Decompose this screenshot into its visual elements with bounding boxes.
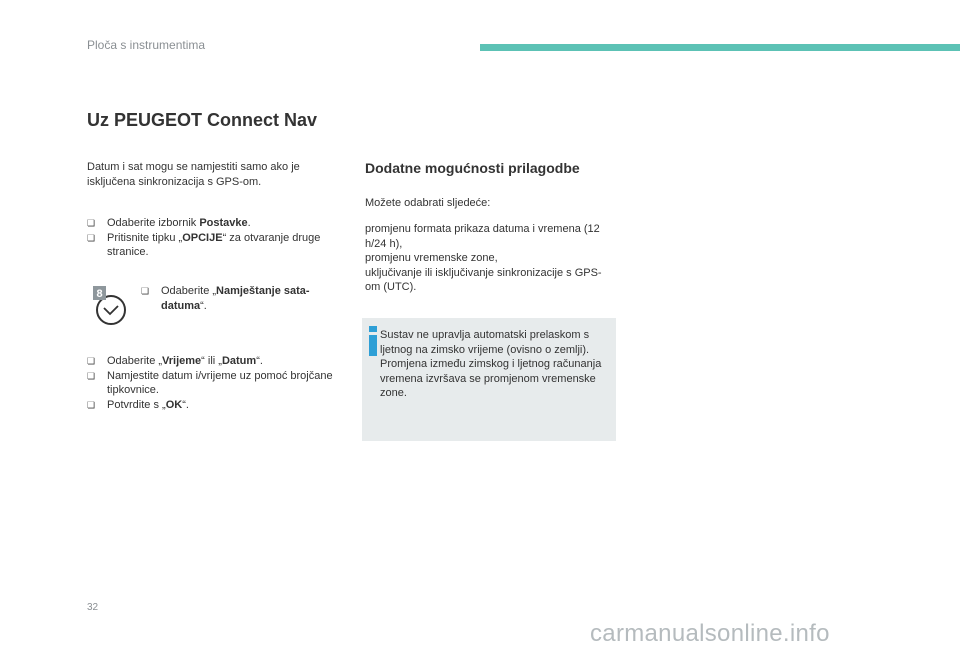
checkbox-bullet-icon: ❏ [87,399,96,410]
options-intro: Možete odabrati sljedeće: [365,197,491,209]
checkbox-bullet-icon: ❏ [87,232,96,243]
step-text: Namjestite datum i/vrijeme uz pomoć brojčane tipkovnice. [107,369,333,396]
checkbox-bullet-icon: ❏ [141,286,150,296]
step-text: Odaberite „ [161,285,217,297]
page-number: 32 [87,602,99,613]
steps-list-1 [87,216,337,260]
option-item: promjenu vremenske zone, [365,252,498,264]
info-icon [369,326,377,356]
step-text: Odaberite „ [107,355,163,367]
step-text: “ ili „ [201,355,222,367]
step-bold: Datum [221,355,257,367]
step-text: Potvrdite s „ [107,398,166,411]
steps-list-2 [87,354,337,412]
step-item [87,398,337,413]
clock-icon [93,286,127,326]
options-list [365,222,615,295]
step-text: Odaberite izbornik [107,217,200,229]
checkbox-bullet-icon: ❏ [87,218,96,228]
step-bold: OPCIJE [182,231,223,244]
step-bold: Namještanje sata-datuma [161,285,310,312]
checkbox-bullet-icon: ❏ [87,370,96,381]
note-paragraph: Promjena između zimskog i ljetnog računanja vremena izvršava se promjenom vremenske zone. [380,358,602,399]
watermark: carmanualsonline.info [590,620,830,647]
step-text: . [247,217,251,229]
intro-paragraph: Datum i sat mogu se namjestiti samo ako je isključena sinkronizacija s GPS-om. [87,161,300,188]
step-text: “. [182,398,189,411]
step-time-settings [141,284,331,313]
section-header: Ploča s instrumentima [87,38,206,52]
section-subtitle: Dodatne mogućnosti prilagodbe [365,160,580,176]
step-bold: OK [165,398,183,411]
note-text [380,328,608,401]
step-text: “ za otvaranje druge stranice. [107,231,321,258]
page-title: Uz PEUGEOT Connect Nav [87,110,318,130]
option-item: uključivanje ili isključivanje sinkronizacije s GPS-om (UTC). [365,266,602,293]
step-text: Pritisnite tipku „ [107,231,183,244]
header-accent-bar [480,44,960,51]
note-paragraph: Sustav ne upravlja automatski prelaskom s ljetnog na zimsko vrijeme (ovisno o zemlji). [380,329,590,356]
step-item [87,354,337,369]
step-item [141,284,331,313]
icon-badge: 8 [96,288,103,300]
checkbox-bullet-icon: ❏ [87,356,96,366]
step-item [87,216,337,231]
step-item [87,369,337,398]
step-bold: Vrijeme [162,355,202,367]
step-text: “. [200,299,207,312]
option-item: promjenu formata prikaza datuma i vremena (12 h/24 h), [365,223,600,250]
info-note-box [362,318,616,441]
step-item [87,231,337,260]
step-text: “. [256,355,263,367]
step-bold: Postavke [199,217,248,229]
